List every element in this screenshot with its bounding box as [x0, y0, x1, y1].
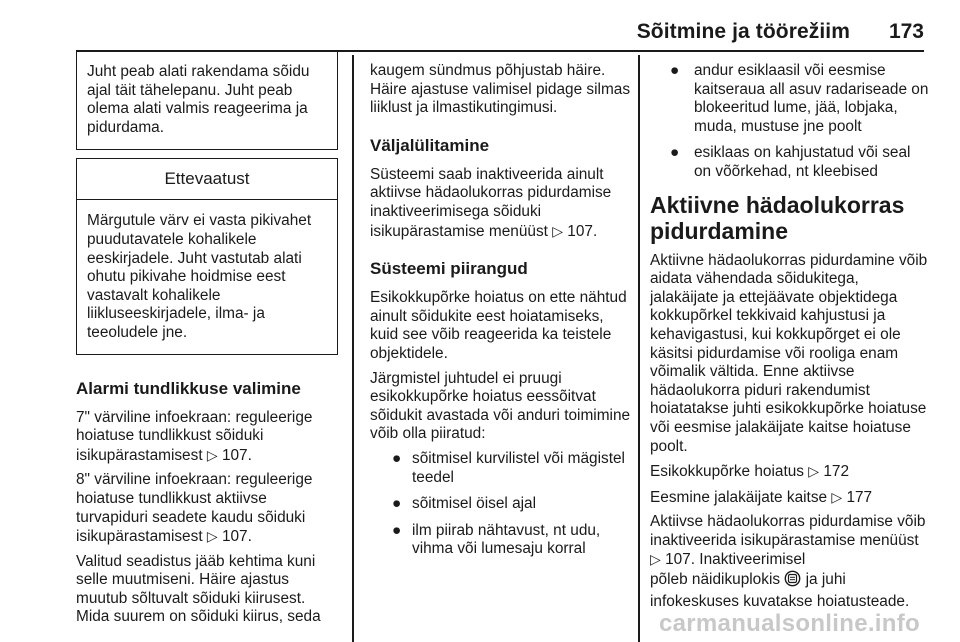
bullet-icon: ● — [670, 144, 680, 162]
paragraph: Järgmistel juhtudel ei pruugi esikokkupõrke hoiatus eessõitvat sõidukit avastada või anduri toimimine võib olla piiratud: — [370, 369, 631, 443]
column-3 — [650, 62, 930, 617]
paragraph: Aktiivne hädaolukorras pidurdamine võib aidata vähendada sõidukitega, jalakäijate ja ettejäävate objektidega kokkupõrkel tekkivaid kahjustusi ja kehavigastusi, kui kokkupõrget ei ole käsitsi pidurdamise või rooliga enam võimalik vältida. Enne aktiivse hädaolukorra piduri rakendumist hoiatatakse juhti esikokkupõrke hoiatuse või eesmise jalakäijate kaitse hoiatuse poolt. — [650, 251, 928, 455]
section-title: Sõitmine ja töörežiim — [636, 20, 850, 43]
page-ref-arrow-icon: ▷ — [808, 463, 820, 480]
page-number: 173 — [888, 20, 924, 43]
page-ref-arrow-icon: ▷ — [552, 222, 563, 239]
list-item: ● ilm piirab nähtavust, nt udu, vihma või lumesaju korral — [392, 521, 601, 558]
list-item: ● sõitmisel kurvilistel või mägistel teedel — [392, 449, 625, 486]
page-ref-arrow-icon: ▷ — [206, 446, 218, 463]
page-ref[interactable]: 172 — [823, 463, 850, 481]
column-divider-2 — [638, 55, 640, 642]
section-heading-alarm-sensitivity: Alarmi tundlikkuse valimine — [76, 378, 301, 398]
paragraph: Esikokkupõrke hoiatus on ette nähtud ainult sõidukite eest hoiatamiseks, kuid see võib reageerida ka teistele objektidele. — [370, 289, 627, 362]
paragraph: Eesmine jalakäijate kaitse ▷ 177 — [650, 488, 873, 506]
page-ref[interactable]: 107. — [221, 446, 252, 464]
paragraph: Valitud seadistus jääb kehtima kuni selle muutmiseni. Häire ajastus muutub sõltuvalt sõiduki kiirusest. Mida suurem on sõiduki kiirus, seda — [76, 552, 321, 626]
bullet-icon: ● — [392, 521, 402, 539]
paragraph: Süsteemi saab inaktiveerida ainult aktiivse hädaolukorras pidurdamise inaktiveerimisega sõiduki isikupärastamise menüüst ▷ 107. — [370, 165, 612, 240]
paragraph: 8" värviline infoekraan: reguleerige hoiatuse tundlikkust aktiivse turvapiduri seadete kaudu sõiduki isikupärastamisest ▷ 107. — [76, 471, 313, 546]
list-item: ● esiklaas on kahjustatud või seal on võõrkehad, nt kleebised — [670, 144, 911, 180]
column-2 — [370, 62, 632, 567]
column-divider-1 — [352, 55, 354, 642]
warning-box — [76, 158, 338, 354]
section-heading-active-emergency-braking: Aktiivne hädaolukorras pidurdamine — [650, 191, 905, 244]
paragraph: Esikokkupõrke hoiatus ▷ 172 — [650, 463, 850, 481]
paragraph: Aktiivse hädaolukorras pidurdamise võib inaktiveerida isikupärastamise menüüst ▷ 107. Inaktiveerimisel põleb näidikuplokis ja juhi infokeskuses kuvatakse hoiatusteade. — [650, 513, 926, 610]
bullet-list — [650, 62, 930, 182]
page-ref-arrow-icon: ▷ — [831, 488, 843, 505]
list-item: ● sõitmisel öisel ajal — [392, 495, 537, 513]
watermark: carmanualsonline.info — [658, 610, 920, 637]
page-ref[interactable]: 177 — [846, 488, 873, 506]
brake-warning-icon — [784, 570, 801, 593]
paragraph: 7" värviline infoekraan: reguleerige hoiatuse tundlikkust sõiduki isikupärastamisest ▷ 107. — [76, 408, 313, 464]
page-ref-arrow-icon: ▷ — [650, 551, 661, 568]
page-ref[interactable]: 107. — [567, 222, 598, 240]
section-heading-deactivation: Väljalülitamine — [370, 135, 490, 155]
warning-title: Ettevaatust — [77, 159, 337, 200]
note-box: Juht peab alati rakendama sõidu ajal täit tähelepanu. Juht peab olema alati valmis reageerima ja pidurdama. — [76, 51, 338, 150]
bullet-icon: ● — [392, 449, 402, 467]
bullet-list — [370, 450, 632, 559]
bullet-icon: ● — [392, 495, 402, 513]
paragraph: kaugem sündmus põhjustab häire. Häire ajastuse valimisel pidage silmas liiklust ja ilmastikutingimusi. — [370, 62, 631, 117]
bullet-icon: ● — [670, 62, 680, 79]
warning-body: Märgutule värv ei vasta pikivahet puudutavatele kohalikele eeskirjadele. Juht vastutab alati ohutu pikivahe hoidmise eest vastavalt kohalikele liikluseeskirjadele, ilma- ja teeoludele jne. — [87, 212, 312, 341]
column-1 — [76, 51, 338, 633]
list-item: ● andur esiklaasil või eesmise kaitseraua all asuv radariseade on blokeeritud lume, jää, lobjaka, muda, mustuse jne poolt — [670, 62, 929, 135]
page-ref[interactable]: 107. — [221, 528, 252, 546]
page-ref-arrow-icon: ▷ — [206, 528, 218, 545]
section-heading-limitations: Süsteemi piirangud — [370, 259, 528, 279]
